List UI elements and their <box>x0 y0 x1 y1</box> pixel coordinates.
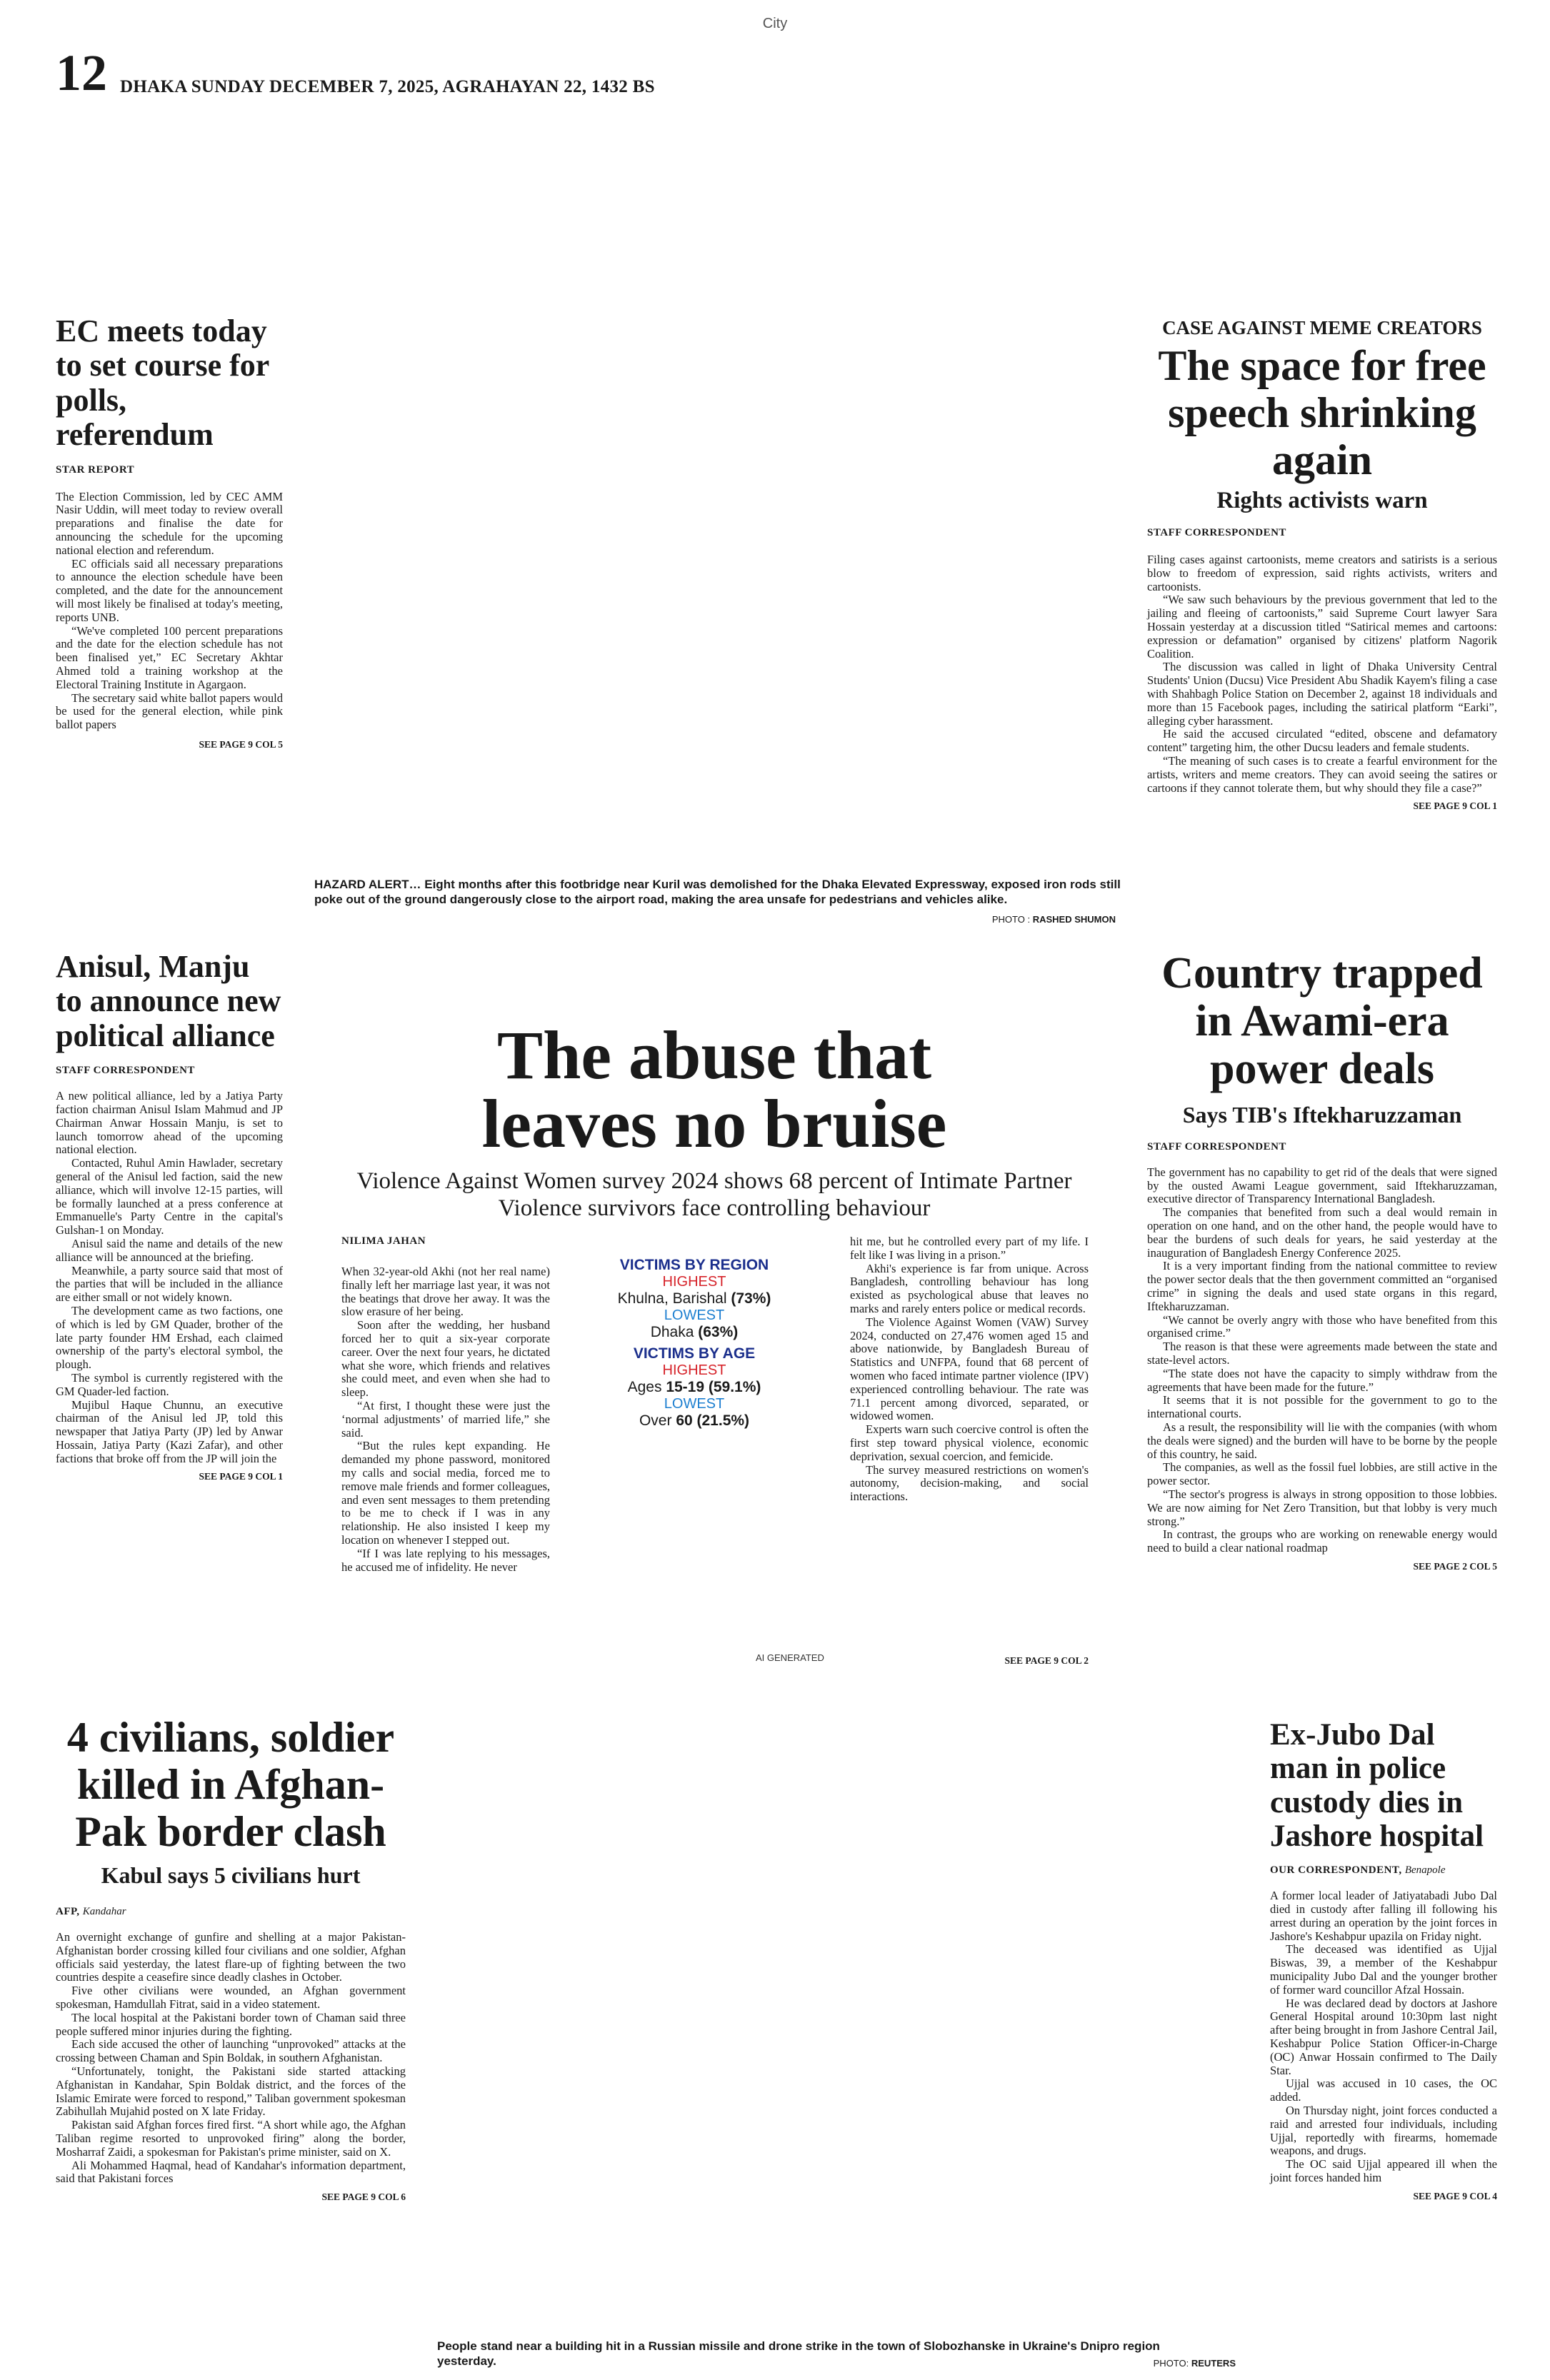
alliance-paragraph: Mujibul Haque Chunnu, an executive chairman of the Anisul led JP, told this newspaper that Jatiya Party (JP) led by Anwar Hossain, Jatiya Party (Kazi Zafar), and other factions that broke off from the JP will join the <box>56 1397 283 1465</box>
abuse-headline[interactable]: The abuse that leaves no bruise <box>481 1017 947 1162</box>
abuse-paragraph: “But the rules kept expanding. He demanded my phone password, monitored my calls and social media, forced me to remove male friends and former colleagues, and even sent messages to them pretending to be me to check if I was in any relationship. He also insisted I keep my location on whenever I stepped out. <box>341 1439 550 1547</box>
ukraine-photo-credit <box>1071 2358 1236 2369</box>
meme-byline: STAFF CORRESPONDENT <box>1147 527 1286 538</box>
ai-generated-label: AI GENERATED <box>756 1652 824 1663</box>
afghan-paragraph: Pakistan said Afghan forces fired first. “A short while ago, the Afghan Taliban regime resorted to unprovoked firing” along the border, Mosharraf Zaidi, a spokesman for Pakistan's prime minister, said on X. <box>56 2118 406 2159</box>
tib-paragraph: The government has no capability to get rid of the deals that were signed by the ousted Awami League government, said Iftekharuzzaman, executive director of Transparency International Bangladesh. <box>1147 1165 1497 1206</box>
alliance-paragraph: Meanwhile, a party source said that most of the parties that will be included in the alliance are either small or not widely known. <box>56 1263 283 1305</box>
ec-paragraph: EC officials said all necessary preparations to announce the election schedule have been completed, and the date for the announcement will most likely be finalised at today's meeting, reports UNB. <box>56 556 283 624</box>
tib-paragraph: “The state does not have the capacity to simply withdraw from the agreements that have been made for the future.” <box>1147 1366 1497 1394</box>
abuse-paragraph: “At first, I thought these were just the ‘normal adjustments’ of married life,” she said. <box>341 1398 550 1440</box>
ukraine-caption: People stand near a building hit in a Russian missile and drone strike in the town of Slobozhanske in Ukraine's Dnipro region yesterday. <box>437 2339 1160 2369</box>
meme-paragraph: Filing cases against cartoonists, meme creators and satirists is a serious blow to freedom of expression, said rights activists, writers and cartoonists. <box>1147 553 1497 593</box>
meme-paragraph: “We saw such behaviours by the previous government that led to the jailing and fleeing of cartoonists,” said Supreme Court lawyer Sara Hossain yesterday at a discussion titled “Satirical memes and cartoons: expression or defamation” organised by citizens' platform Nagorik Coalition. <box>1147 593 1497 661</box>
tib-headline[interactable]: Country trapped in Awami-era power deals <box>1161 949 1483 1093</box>
afghan-subhead: Kabul says 5 civilians hurt <box>101 1862 361 1888</box>
hazard-caption: HAZARD ALERT… Eight months after this footbridge near Kuril was demolished for the Dhaka Elevated Expressway, exposed iron rods still poke out of the ground dangerously close to the airport road, making the area unsafe for pedestrians and vehicles alike. <box>314 878 1121 907</box>
afghan-story <box>56 1714 406 2203</box>
ec-jump-link[interactable]: SEE PAGE 9 COL 5 <box>199 738 283 750</box>
meme-paragraph: “The meaning of such cases is to create a fearful environment for the artists, writers and meme creators. They can avoid seeing the satires or cartoons if they cannot tolerate them, but why should they file a case?” <box>1147 753 1497 795</box>
afghan-headline[interactable]: 4 civilians, soldier killed in Afghan-Pak border clash <box>66 1714 395 1855</box>
jubo-paragraph: A former local leader of Jatiyatabadi Jubo Dal died in custody after falling ill following his arrest during an operation by the joint forces in Jashore's Keshabpur upazila on Friday night. <box>1270 1889 1497 1943</box>
age-high-name: Ages <box>627 1379 662 1395</box>
alliance-paragraph: A new political alliance, led by a Jatiya Party faction chairman Anisul Islam Mahmud and JP Chairman Anwar Hossain Manju, is set to launch tomorrow ahead of the upcoming national election. <box>56 1089 283 1157</box>
alliance-jump-link[interactable]: SEE PAGE 9 COL 1 <box>199 1471 283 1482</box>
tib-paragraph: “The sector's progress is always in strong opposition to those lobbies. We are now aiming for Net Zero Transition, but that lobby is very much strong.” <box>1147 1487 1497 1528</box>
jubo-jump-link[interactable]: SEE PAGE 9 COL 4 <box>1413 2190 1497 2201</box>
meme-paragraph: He said the accused circulated “edited, obscene and defamatory content” targeting him, the other Ducsu leaders and female students. <box>1147 727 1497 755</box>
jubo-story <box>1270 1718 1497 2202</box>
abuse-paragraph: Experts warn such coercive control is often the first step toward physical violence, economic deprivation, sexual coercion, and femicide. <box>850 1422 1089 1463</box>
credit-label: PHOTO : <box>991 914 1031 925</box>
abuse-paragraph: When 32-year-old Akhi (not her real name) finally left her marriage last year, it was not the beatings that drove her away. It was the slow erasure of her being. <box>341 1265 550 1319</box>
tib-byline: STAFF CORRESPONDENT <box>1147 1140 1286 1153</box>
meme-kicker: CASE AGAINST MEME CREATORS <box>1162 317 1482 338</box>
jubo-paragraph: On Thursday night, joint forces conducted a raid and arrested four individuals, including Ujjal, reportedly with firearms, homemade weapons, and drugs. <box>1270 2103 1497 2158</box>
afghan-byline-agency: AFP, <box>56 1906 80 1917</box>
meme-jump-link[interactable]: SEE PAGE 9 COL 1 <box>1413 800 1497 812</box>
abuse-jump-link[interactable]: SEE PAGE 9 COL 2 <box>1004 1655 1089 1666</box>
afghan-paragraph: “Unfortunately, tonight, the Pakistani side started attacking Afghanistan in Kandahar, Spin Boldak district, and the forces of the Islamic Emirate were forced to respond,” Taliban government spokesman Zabihullah Mujahid posted on X late Friday. <box>56 2064 406 2119</box>
ec-headline[interactable]: EC meets today to set course for polls, referendum <box>56 313 269 453</box>
age-low-value: 60 (21.5%) <box>676 1412 750 1429</box>
ec-paragraph: The Election Commission, led by CEC AMM Nasir Uddin, will meet today to review overall preparations and finalise the date for announcing the schedule for the upcoming national election and referendum. <box>56 489 283 557</box>
age-title: VICTIMS BY AGE <box>633 1345 756 1362</box>
region-high-value: (73%) <box>731 1290 771 1307</box>
meme-paragraph: The discussion was called in light of Dhaka University Central Students' Union (Ducsu) Vice President Abu Shadik Kayem's filing a case with Shahbagh Police Station on December 2, against 18 individuals and more than 15 Facebook pages, including the satirical platform “Earki”, alleging cyber harassment. <box>1147 660 1497 728</box>
credit-name: REUTERS <box>1191 2358 1236 2369</box>
abuse-subhead: Violence Against Women survey 2024 shows 68 percent of Intimate Partner Violence survivors face controlling behaviour <box>356 1168 1072 1221</box>
jubo-paragraph: He was declared dead by doctors at Jashore General Hospital around 10:30pm last night after being brought in from Jashore Central Jail, Keshabpur Police Station Officer-in-Charge (OC) Anwar Hossain confirmed to The Daily Star. <box>1270 1996 1497 2077</box>
victims-infobox <box>587 1257 801 1430</box>
tib-paragraph: “We cannot be overly angry with those who have benefited from this organised crime.” <box>1147 1312 1497 1340</box>
afghan-paragraph: An overnight exchange of gunfire and shelling at a major Pakistan-Afghanistan border crossing killed four civilians and one soldier, Afghan officials said yesterday, the latest flare-up of fighting between the two countries despite a ceasefire since deadly clashes in October. <box>56 1930 406 1984</box>
section-label: City <box>762 16 788 31</box>
alliance-paragraph: Contacted, Ruhul Amin Hawlader, secretary general of the Anisul led faction, said the new alliance, which will involve 12-15 parties, will be formally launched at a press conference at Emmanuelle's Party Centre in the capital's Gulshan-1 on Monday. <box>56 1156 283 1237</box>
meme-story <box>1147 317 1497 812</box>
abuse-paragraph: The survey measured restrictions on women's autonomy, decision-making, and social interactions. <box>850 1462 1089 1504</box>
afghan-byline <box>56 1906 406 1918</box>
abuse-paragraph: The Violence Against Women (VAW) Survey 2024, conducted on 27,476 women aged 15 and above nationwide, by Bangladesh Bureau of Statistics and UNFPA, found that 68 percent of women who faced intimate partner violence (IPV) experienced controlling behaviour. The rate was 71.1 percent among divorced, separated, or widowed women. <box>850 1315 1089 1423</box>
afghan-paragraph: The local hospital at the Pakistani border town of Chaman said three people suffered minor injuries during the fighting. <box>56 2010 406 2038</box>
afghan-paragraph: Each side accused the other of launching “unprovoked” attacks at the crossing between Chaman and Spin Boldak, in southern Afghanistan. <box>56 2037 406 2065</box>
meme-headline[interactable]: The space for free speech shrinking again <box>1158 342 1486 483</box>
abuse-paragraph: Soon after the wedding, her husband forced her to quit a six-year corporate career. Over the next four years, he dictated what she wore, which friends and relatives she could meet, and even when she had to sleep. <box>341 1318 550 1400</box>
credit-name: RASHED SHUMON <box>1032 914 1116 925</box>
meme-body <box>1147 553 1497 795</box>
alliance-paragraph: The symbol is currently registered with the GM Quader-led faction. <box>56 1370 283 1398</box>
tib-subhead: Says TIB's Iftekharuzzaman <box>1182 1101 1462 1128</box>
age-highest-label: HIGHEST <box>662 1362 726 1378</box>
tib-paragraph: The companies that benefited from such a deal would remain in operation on one hand, and on the other hand, the people would have to bear the burdens of such deals for years, he said yesterday at the inauguration of Bangladesh Energy Conference 2025. <box>1147 1205 1497 1260</box>
abuse-byline: NILIMA JAHAN <box>341 1235 426 1247</box>
region-high-name: Khulna, Barishal <box>617 1290 727 1307</box>
alliance-paragraph: The development came as two factions, one of which is led by GM Quader, brother of the late party founder HM Ershad, each claimed ownership of the party's electoral symbol, the plough. <box>56 1303 283 1372</box>
age-high-value: 15-19 (59.1%) <box>666 1379 761 1395</box>
region-low-value: (63%) <box>698 1324 739 1340</box>
abuse-paragraph: Akhi's experience is far from unique. Across Bangladesh, controlling behaviour has long existed as psychological abuse that leaves no marks and rarely enters police or medical records. <box>850 1261 1089 1315</box>
jubo-byline-label: OUR CORRESPONDENT, <box>1270 1864 1402 1877</box>
jubo-paragraph: Ujjal was accused in 10 cases, the OC added. <box>1270 2077 1497 2104</box>
tib-paragraph: The reason is that these were agreements made between the state and state-level actors. <box>1147 1340 1497 1367</box>
ec-body <box>56 491 283 732</box>
region-low-name: Dhaka <box>650 1324 694 1340</box>
jubo-paragraph: The OC said Ujjal appeared ill when the joint forces handed him <box>1270 2157 1497 2184</box>
page-number: 12 <box>56 44 107 101</box>
age-lowest-label: LOWEST <box>664 1396 725 1412</box>
alliance-byline: STAFF CORRESPONDENT <box>56 1065 195 1077</box>
region-lowest-label: LOWEST <box>664 1307 725 1323</box>
hazard-photo <box>314 314 1116 871</box>
ec-paragraph: The secretary said white ballot papers would be used for the general election, while pink ballot papers <box>56 691 283 732</box>
ec-story <box>56 314 283 750</box>
tib-jump-link[interactable]: SEE PAGE 2 COL 5 <box>1413 1560 1497 1572</box>
tib-paragraph: In contrast, the groups who are working on renewable energy would need to build a clear national roadmap <box>1147 1527 1497 1555</box>
abuse-story <box>314 1017 1114 1222</box>
tib-paragraph: The companies, as well as the fossil fuel lobbies, are still active in the power sector. <box>1147 1460 1497 1488</box>
ec-byline: STAR REPORT <box>56 463 135 476</box>
jubo-byline-place: Benapole <box>1404 1864 1446 1877</box>
ukraine-photo <box>437 1714 1234 2331</box>
abuse-paragraph: hit me, but he controlled every part of my life. I felt like I was living in a prison.” <box>850 1235 1089 1262</box>
alliance-story <box>56 950 283 1482</box>
dateline: DHAKA SUNDAY DECEMBER 7, 2025, AGRAHAYAN 22, 1432 BS <box>120 77 655 96</box>
alliance-paragraph: Anisul said the name and details of the new alliance will be announced at the briefing. <box>56 1236 283 1264</box>
afghan-jump-link[interactable]: SEE PAGE 9 COL 6 <box>321 2191 406 2203</box>
tib-paragraph: It is a very important finding from the national committee to review the power sector deals that the then government committed an “organised crime” in signing the deals and used state organs in this regard, Iftekharuzzaman. <box>1147 1259 1497 1313</box>
tib-paragraph: As a result, the responsibility will lie with the companies (with whom the deals were signed) and the burden will have to be borne by the people of this country, he said. <box>1147 1420 1497 1461</box>
jubo-body <box>1270 1889 1497 2185</box>
meme-subhead: Rights activists warn <box>1216 488 1428 513</box>
jubo-byline <box>1270 1864 1497 1877</box>
region-title: VICTIMS BY REGION <box>619 1257 769 1273</box>
tib-story <box>1147 950 1497 1572</box>
hazard-photo-credit <box>929 914 1116 925</box>
ec-paragraph: “We've completed 100 percent preparations and the date for the election schedule has not been finalised yet,” EC Secretary Akhtar Ahmed told a training workshop at the Electoral Training Institute in Agargaon. <box>56 623 283 691</box>
abuse-col1 <box>341 1265 550 1574</box>
afghan-byline-place: Kandahar <box>82 1906 126 1917</box>
afghan-paragraph: Ali Mohammed Haqmal, head of Kandahar's information department, said that Pakistani forces <box>56 2158 406 2186</box>
jubo-paragraph: The deceased was identified as Ujjal Biswas, 39, a member of the Keshabpur municipality Jubo Dal and the younger brother of former ward councillor Afzal Hossain. <box>1270 1942 1497 1997</box>
abuse-col2 <box>850 1235 1089 1504</box>
afghan-paragraph: Five other civilians were wounded, an Afghan government spokesman, Hamdullah Fitrat, said in a video statement. <box>56 1984 406 2011</box>
alliance-headline[interactable]: Anisul, Manju to announce new political alliance <box>56 949 281 1053</box>
age-low-name: Over <box>639 1412 672 1429</box>
jubo-headline[interactable]: Ex-Jubo Dal man in police custody dies in Jashore hospital <box>1270 1718 1484 1853</box>
afghan-body <box>56 1931 406 2186</box>
alliance-body <box>56 1090 283 1465</box>
credit-label: PHOTO: <box>1153 2358 1189 2369</box>
tib-paragraph: It seems that it is not possible for the government to go to the international courts. <box>1147 1393 1497 1421</box>
tib-body <box>1147 1166 1497 1555</box>
abuse-paragraph: “If I was late replying to his messages, he accused me of infidelity. He never <box>341 1546 550 1574</box>
region-highest-label: HIGHEST <box>662 1274 726 1290</box>
